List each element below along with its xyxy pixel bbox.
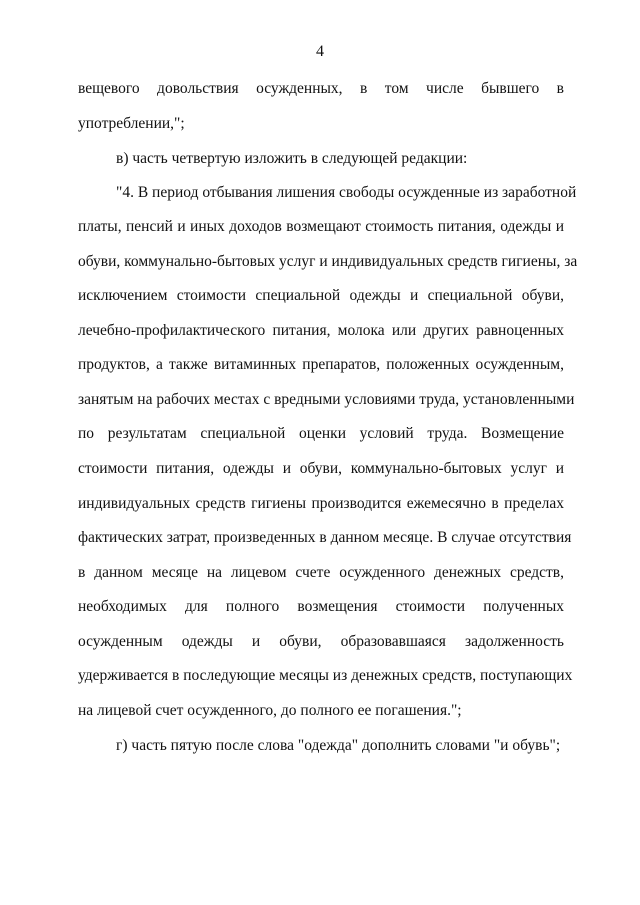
- text-line: вещевого довольствия осужденных, в том числе бывшего в: [78, 80, 564, 97]
- text-line: по результатам специальной оценки условий труда. Возмещение: [78, 425, 564, 442]
- text-line: удерживается в последующие месяцы из денежных средств, поступающих: [78, 667, 573, 684]
- text-line: исключением стоимости специальной одежды и специальной обуви,: [78, 287, 564, 304]
- text-line: лечебно-профилактического питания, молока или других равноценных: [78, 322, 564, 339]
- text-line: осужденным одежды и обуви, образовавшаяся задолженность: [78, 633, 564, 650]
- text-line: употреблении,";: [78, 115, 185, 132]
- page-number: 4: [316, 43, 324, 60]
- text-line: обуви, коммунально-бытовых услуг и индивидуальных средств гигиены, за: [78, 253, 578, 270]
- text-line: на лицевой счет осужденного, до полного ее погашения.";: [78, 702, 462, 719]
- text-line: фактических затрат, произведенных в данном месяце. В случае отсутствия: [78, 529, 572, 546]
- text-line: индивидуальных средств гигиены производится ежемесячно в пределах: [78, 495, 564, 512]
- text-line: в) часть четвертую изложить в следующей редакции:: [116, 150, 468, 167]
- text-line: продуктов, а также витаминных препаратов, положенных осужденным,: [78, 356, 564, 373]
- text-line: "4. В период отбывания лишения свободы осужденные из заработной: [116, 184, 577, 201]
- text-line: стоимости питания, одежды и обуви, коммунально-бытовых услуг и: [78, 460, 564, 477]
- text-line: необходимых для полного возмещения стоимости полученных: [78, 598, 564, 615]
- text-line: занятым на рабочих местах с вредными условиями труда, установленными: [78, 391, 575, 408]
- text-line: г) часть пятую после слова "одежда" дополнить словами "и обувь";: [116, 737, 561, 754]
- text-line: платы, пенсий и иных доходов возмещают стоимость питания, одежды и: [78, 218, 564, 235]
- text-line: в данном месяце на лицевом счете осужденного денежных средств,: [78, 564, 564, 581]
